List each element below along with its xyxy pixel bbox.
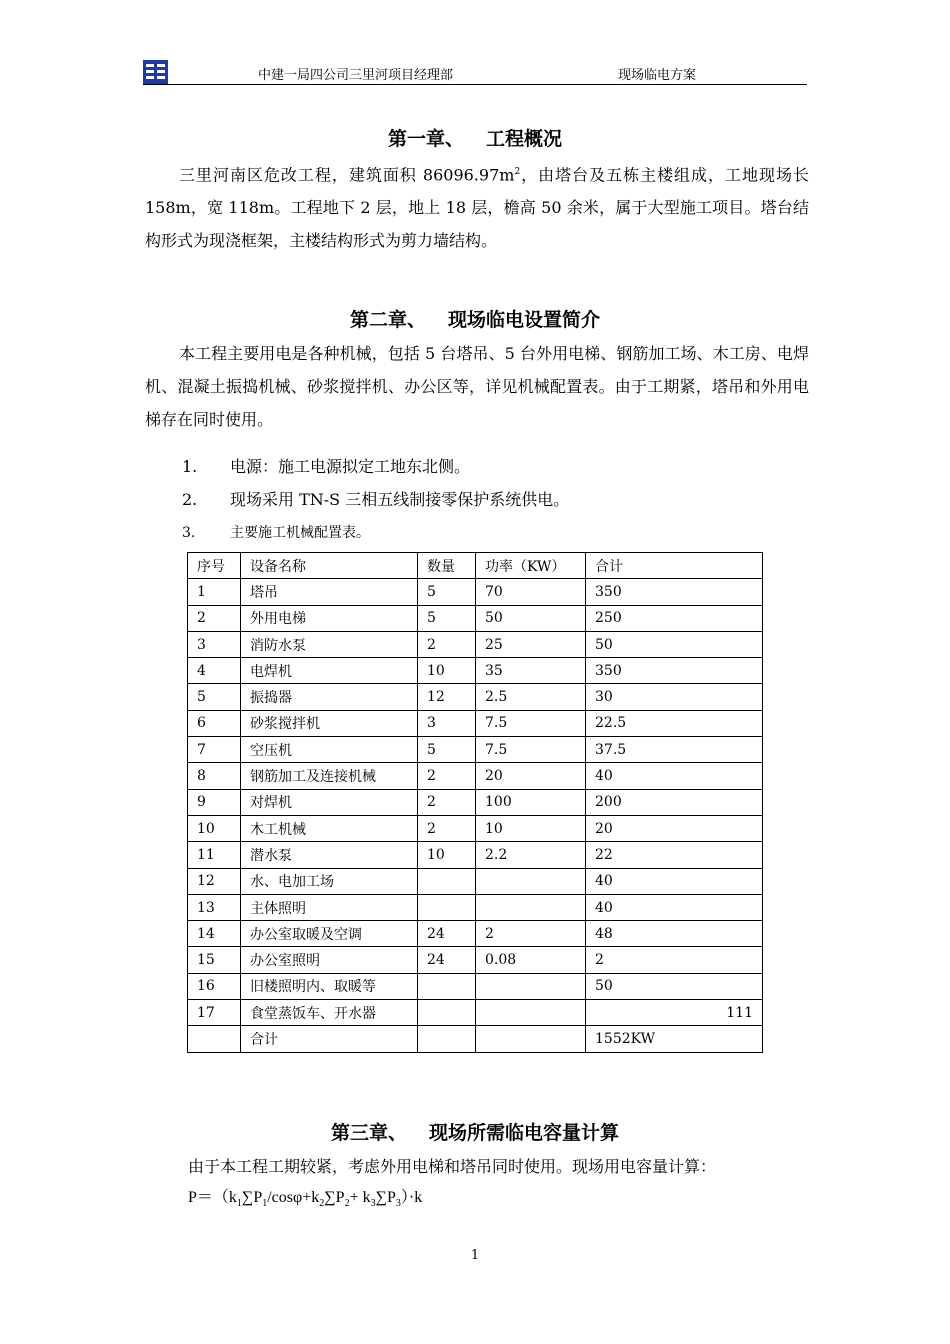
- table-cell: 25: [476, 631, 586, 657]
- table-cell: 合计: [241, 1026, 418, 1052]
- table-cell: 10: [418, 842, 476, 868]
- table-header-row: [188, 553, 763, 579]
- table-cell: 35: [476, 658, 586, 684]
- table-cell: 10: [476, 815, 586, 841]
- table-cell: 0.08: [476, 947, 586, 973]
- table-cell: 3: [188, 631, 241, 657]
- table-cell: 1552KW: [586, 1026, 763, 1052]
- chapter-2-title: 第二章、 现场临电设置简介: [349, 309, 601, 331]
- table-cell: 50: [586, 631, 763, 657]
- chapter-3-title: 第三章、 现场所需临电容量计算: [330, 1122, 620, 1144]
- table-cell: [476, 894, 586, 920]
- list-item: 2. 现场采用 TN-S 三相五线制接零保护系统供电。: [182, 490, 570, 509]
- table-cell: 5: [418, 579, 476, 605]
- table-cell: 24: [418, 921, 476, 947]
- table-row: [188, 605, 763, 631]
- table-cell: 111: [586, 1000, 763, 1026]
- table-row: [188, 868, 763, 894]
- table-cell: 7: [188, 737, 241, 763]
- header-company: 中建一局四公司三里河项目经理部: [258, 68, 454, 83]
- table-cell: 9: [188, 789, 241, 815]
- table-cell: [418, 1000, 476, 1026]
- table-cell: 2: [418, 631, 476, 657]
- table-cell: 12: [188, 868, 241, 894]
- table-cell: 5: [418, 605, 476, 631]
- table-cell: 主体照明: [241, 894, 418, 920]
- table-cell: 12: [418, 684, 476, 710]
- table-cell: 旧楼照明内、取暖等: [241, 973, 418, 999]
- table-row: [188, 1000, 763, 1026]
- table-cell: 30: [586, 684, 763, 710]
- table-cell: 24: [418, 947, 476, 973]
- table-cell: 100: [476, 789, 586, 815]
- table-cell: 20: [476, 763, 586, 789]
- table-cell: 2: [418, 815, 476, 841]
- table-cell: 塔吊: [241, 579, 418, 605]
- list-item: 3. 主要施工机械配置表。: [182, 525, 370, 541]
- table-cell: 50: [586, 973, 763, 999]
- table-cell: 7.5: [476, 737, 586, 763]
- table-cell: 70: [476, 579, 586, 605]
- table-cell: 2: [418, 789, 476, 815]
- table-cell: 14: [188, 921, 241, 947]
- table-row: [188, 921, 763, 947]
- table-cell: 办公室取暖及空调: [241, 921, 418, 947]
- table-cell: 钢筋加工及连接机械: [241, 763, 418, 789]
- table-cell: 3: [418, 710, 476, 736]
- capacity-formula: $P=(k_1\sum P_1/\cos\varphi+k_2\sum P_2+ k_3\sum P_3)\cdot k$: [188, 1189, 423, 1210]
- table-cell: [476, 1000, 586, 1026]
- table-cell: 37.5: [586, 737, 763, 763]
- table-cell: 电焊机: [241, 658, 418, 684]
- chapter-1-title: 第一章、 工程概况: [387, 128, 563, 150]
- table-cell: 2.2: [476, 842, 586, 868]
- table-row: [188, 947, 763, 973]
- table-cell: 13: [188, 894, 241, 920]
- table-cell: 序号: [188, 553, 241, 579]
- table-cell: 40: [586, 763, 763, 789]
- chapter-1-paragraph: 三里河南区危改工程，建筑面积 $86096.97m^2$，由塔台及五栋主楼组成，工地现场长 158m，宽 118m。工程地下 2 层，地上 18 层，檐高 50 余米，属于大型施工项目。塔台结构形式为现浇框架，主楼结构形式为剪力墙结构。: [145, 165, 809, 251]
- table-cell: [418, 1026, 476, 1052]
- chapter-2-paragraph: 本工程主要用电是各种机械，包括 5 台塔吊、5 台外用电梯、钢筋加工场、木工房、电焊机、混凝土振捣机械、砂浆搅拌机、办公区等，详见机械配置表。由于工期紧，塔吊和外用电梯存在同时使用。: [145, 344, 809, 429]
- table-cell: 5: [418, 737, 476, 763]
- table-row: [188, 842, 763, 868]
- table-cell: [418, 868, 476, 894]
- table-total-row: [188, 1026, 763, 1052]
- table-cell: 50: [476, 605, 586, 631]
- table-cell: 22: [586, 842, 763, 868]
- table-cell: 4: [188, 658, 241, 684]
- table-cell: [188, 1026, 241, 1052]
- table-cell: [476, 1026, 586, 1052]
- table-cell: 1: [188, 579, 241, 605]
- table-row: [188, 789, 763, 815]
- table-cell: 消防水泵: [241, 631, 418, 657]
- table-cell: 22.5: [586, 710, 763, 736]
- table-row: [188, 973, 763, 999]
- table-cell: 200: [586, 789, 763, 815]
- table-row: [188, 631, 763, 657]
- table-cell: [418, 973, 476, 999]
- table-cell: 8: [188, 763, 241, 789]
- table-cell: 外用电梯: [241, 605, 418, 631]
- table-cell: 2: [476, 921, 586, 947]
- table-cell: 空压机: [241, 737, 418, 763]
- table-cell: 木工机械: [241, 815, 418, 841]
- table-row: [188, 710, 763, 736]
- table-cell: 17: [188, 1000, 241, 1026]
- table-cell: 11: [188, 842, 241, 868]
- table-cell: 振捣器: [241, 684, 418, 710]
- list-item: 1. 电源：施工电源拟定工地东北侧。: [182, 457, 471, 476]
- table-cell: 15: [188, 947, 241, 973]
- table-row: [188, 815, 763, 841]
- table-cell: 2: [188, 605, 241, 631]
- table-cell: 40: [586, 894, 763, 920]
- table-cell: 7.5: [476, 710, 586, 736]
- table-row: [188, 894, 763, 920]
- table-cell: 食堂蒸饭车、开水器: [241, 1000, 418, 1026]
- table-cell: 数量: [418, 553, 476, 579]
- table-cell: 40: [586, 868, 763, 894]
- table-cell: 合计: [586, 553, 763, 579]
- equipment-table: [187, 552, 763, 1053]
- table-cell: 48: [586, 921, 763, 947]
- table-row: [188, 579, 763, 605]
- table-cell: 10: [188, 815, 241, 841]
- table-cell: 潜水泵: [241, 842, 418, 868]
- table-cell: 水、电加工场: [241, 868, 418, 894]
- table-cell: 6: [188, 710, 241, 736]
- page-number: 1: [470, 1248, 480, 1263]
- table-cell: 10: [418, 658, 476, 684]
- table-row: [188, 763, 763, 789]
- table-cell: [476, 973, 586, 999]
- chapter-3-paragraph: 由于本工程工期较紧，考虑外用电梯和塔吊同时使用。现场用电容量计算：: [188, 1157, 717, 1176]
- table-cell: 2.5: [476, 684, 586, 710]
- header-doc-title: 现场临电方案: [618, 68, 697, 83]
- table-cell: 350: [586, 658, 763, 684]
- table-cell: 20: [586, 815, 763, 841]
- table-cell: 16: [188, 973, 241, 999]
- table-cell: 5: [188, 684, 241, 710]
- table-cell: [476, 868, 586, 894]
- table-cell: [418, 894, 476, 920]
- table-row: [188, 658, 763, 684]
- table-cell: 2: [586, 947, 763, 973]
- table-cell: 砂浆搅拌机: [241, 710, 418, 736]
- table-cell: 2: [418, 763, 476, 789]
- table-cell: 办公室照明: [241, 947, 418, 973]
- page-header: [143, 60, 807, 85]
- table-cell: 功率（KW）: [476, 553, 586, 579]
- table-row: [188, 684, 763, 710]
- table-cell: 250: [586, 605, 763, 631]
- table-cell: 设备名称: [241, 553, 418, 579]
- table-cell: 350: [586, 579, 763, 605]
- table-cell: 对焊机: [241, 789, 418, 815]
- table-row: [188, 737, 763, 763]
- company-logo: [143, 60, 168, 84]
